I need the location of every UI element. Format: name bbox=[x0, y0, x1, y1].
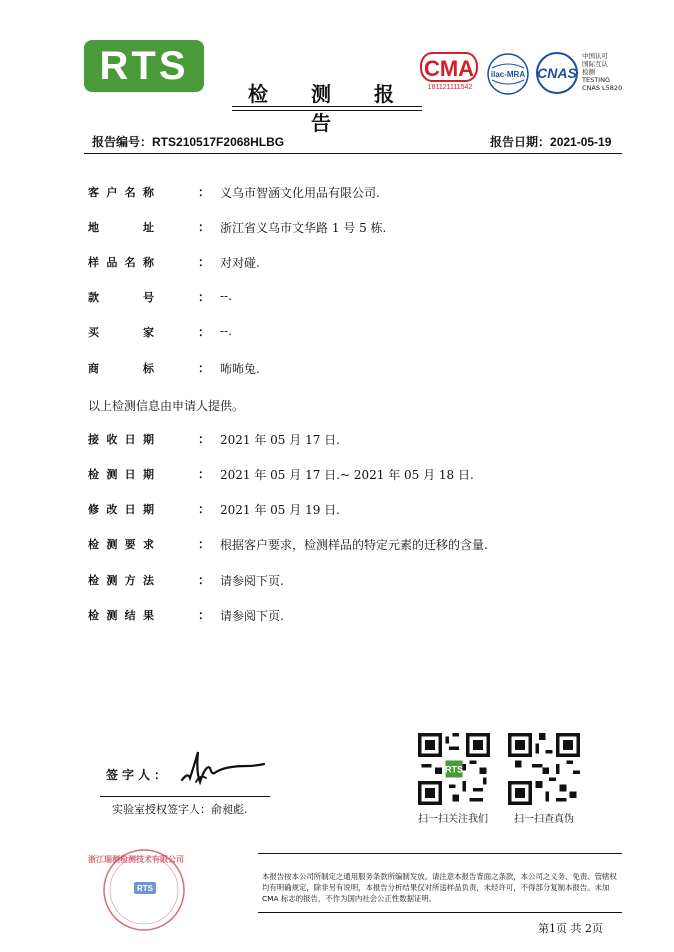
field-value-client: 义乌市智涵文化用品有限公司. bbox=[220, 186, 380, 200]
cnas-caption bbox=[582, 52, 632, 92]
field-value-address: 浙江省义乌市文华路 1 号 5 栋. bbox=[220, 221, 387, 235]
field-value-sample: 对对碰. bbox=[220, 256, 260, 270]
title-underline bbox=[232, 106, 422, 107]
field-label-result: 检 测 结 果 bbox=[88, 609, 154, 622]
field-label-method: 检 测 方 法 bbox=[88, 574, 154, 587]
field-value-result: 请参阅下页. bbox=[220, 609, 284, 623]
cma-mark bbox=[420, 52, 480, 91]
field-value-brand: 咘咘兔. bbox=[220, 362, 260, 376]
footer-disclaimer: 本报告按本公司所制定之通用服务条款所编制发放。请注意本报告背面之条款，本公司之义务、免责、管辖权均有明确规定，除非另有说明，本报告分析结果仅对所送样品负责，未经许可，不得部分复制本报告。未加 CMA 标志的报告，不作为国内社会公正性数据证明。 bbox=[262, 872, 617, 903]
field-label-address: 地 址 bbox=[88, 221, 154, 234]
field-colon: ： bbox=[198, 467, 211, 481]
field-colon: ： bbox=[198, 255, 211, 269]
cnas-line: CNAS L5820 bbox=[582, 84, 623, 92]
ilac-mra-logo bbox=[486, 52, 530, 96]
field-label-received-date: 接 收 日 期 bbox=[88, 433, 154, 446]
seal-company-name: 浙江瑞测检测技术有限公司 bbox=[88, 855, 184, 864]
cnas-line: TESTING bbox=[582, 76, 610, 84]
field-colon: ： bbox=[198, 502, 211, 516]
field-value-buyer: --. bbox=[220, 324, 232, 338]
signature-label: 签字人： bbox=[106, 768, 171, 782]
cma-logo: CMA bbox=[420, 52, 478, 82]
field-label-client: 客 户 名 称 bbox=[88, 186, 154, 199]
field-value-model: --. bbox=[220, 289, 232, 303]
field-value-test-date: 2021 年 05 月 17 日.~ 2021 年 05 月 18 日. bbox=[220, 468, 474, 482]
cnas-line: 检测 bbox=[582, 68, 595, 76]
report-date-value: 2021-05-19 bbox=[550, 135, 612, 149]
field-label-revision-date: 修 改 日 期 bbox=[88, 503, 154, 516]
signature-image bbox=[176, 742, 268, 788]
field-colon: ： bbox=[198, 537, 211, 551]
field-value-received-date: 2021 年 05 月 17 日. bbox=[220, 433, 340, 447]
title-underline-thin bbox=[232, 110, 422, 111]
qr-code-verify[interactable] bbox=[508, 733, 580, 805]
cnas-line: 国际互认 bbox=[582, 60, 608, 68]
field-label-model: 款 号 bbox=[88, 291, 154, 304]
field-colon: ： bbox=[198, 220, 211, 234]
field-colon: ： bbox=[198, 325, 211, 339]
footer-divider bbox=[258, 853, 622, 854]
cma-number: 181121111542 bbox=[427, 84, 473, 91]
report-date bbox=[490, 133, 611, 150]
qr-caption-verify: 扫一扫查真伪 bbox=[514, 814, 574, 825]
seal-center-logo: RTS bbox=[137, 884, 153, 893]
authorized-signer: 实验室授权签字人：俞昶彪. bbox=[112, 803, 248, 816]
field-colon: ： bbox=[198, 185, 211, 199]
ilac-text: ilac-MRA bbox=[490, 70, 526, 79]
signature-line bbox=[100, 796, 270, 797]
field-colon: ： bbox=[198, 361, 211, 375]
footer-divider-bottom bbox=[258, 912, 622, 913]
rts-logo: RTS bbox=[84, 40, 204, 92]
report-number-value: RTS210517F2068HLBG bbox=[152, 135, 285, 149]
field-label-brand: 商 标 bbox=[88, 362, 154, 375]
qr-code-follow[interactable] bbox=[418, 733, 490, 805]
cnas-logo: CNAS bbox=[536, 52, 578, 94]
report-title: 检 测 报 告 bbox=[248, 82, 412, 135]
page-number: 第1页 共 2页 bbox=[538, 922, 603, 935]
field-colon: ： bbox=[198, 432, 211, 446]
report-number-label: 报告编号： bbox=[92, 135, 153, 149]
field-colon: ： bbox=[198, 608, 211, 622]
applicant-note: 以上检测信息由申请人提供。 bbox=[88, 399, 245, 413]
field-label-test-date: 检 测 日 期 bbox=[88, 468, 154, 481]
field-label-sample: 样 品 名 称 bbox=[88, 256, 154, 269]
field-value-revision-date: 2021 年 05 月 19 日. bbox=[220, 503, 340, 517]
report-date-label: 报告日期： bbox=[490, 135, 551, 149]
field-value-requirement: 根据客户要求，检测样品的特定元素的迁移的含量. bbox=[220, 538, 488, 552]
field-label-requirement: 检 测 要 求 bbox=[88, 538, 154, 551]
cnas-line: 中国认可 bbox=[582, 52, 608, 60]
field-colon: ： bbox=[198, 290, 211, 304]
field-label-buyer: 买 家 bbox=[88, 326, 154, 339]
company-seal bbox=[82, 840, 192, 950]
field-colon: ： bbox=[198, 573, 211, 587]
qr-center-logo: RTS bbox=[445, 764, 463, 775]
report-number bbox=[92, 133, 284, 150]
qr-caption-follow: 扫一扫关注我们 bbox=[418, 814, 488, 825]
field-value-method: 请参阅下页. bbox=[220, 574, 284, 588]
header-divider bbox=[84, 153, 622, 154]
